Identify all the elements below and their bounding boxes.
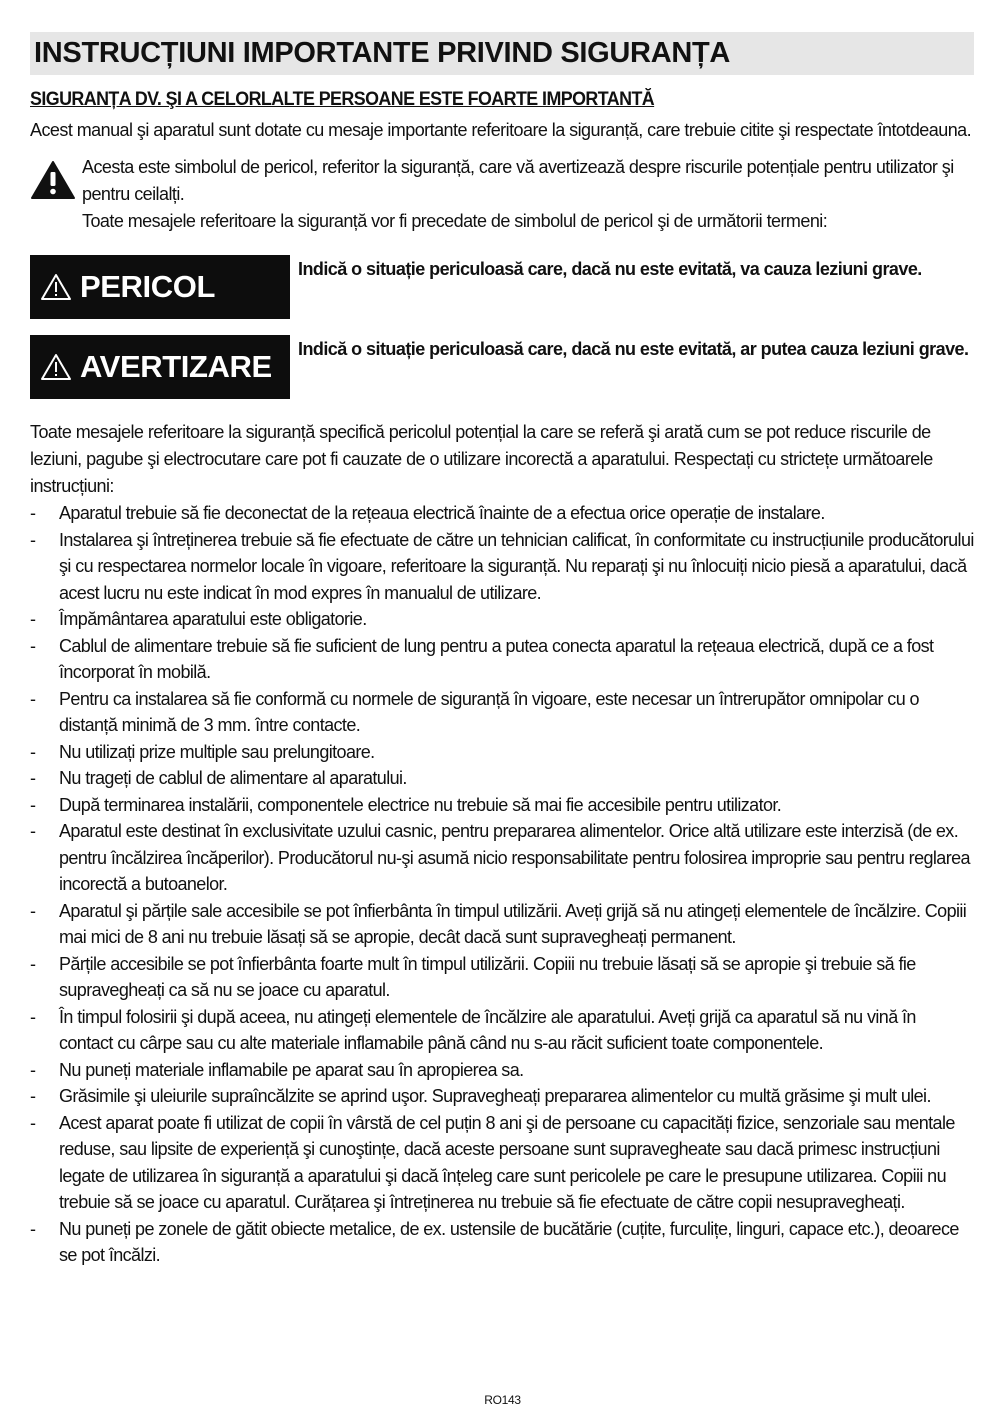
danger-symbol-block — [30, 154, 974, 235]
bullet-dash: - — [30, 1006, 36, 1027]
list-item-text: Părțile accesibile se pot înfierbânta foarte mult în timpul utilizării. Copiii nu trebuie lăsați să se apropie şi trebuie să fie supravegheați ca să nu se joace cu aparatul. — [59, 953, 916, 1000]
intro-paragraph: Acest manual şi aparatul sunt dotate cu mesaje importante referitoare la siguranță, care trebuie citite şi respectate întotdeauna. — [30, 120, 972, 140]
bullet-dash: - — [30, 953, 36, 974]
list-item-text: Nu utilizați prize multiple sau prelungitoare. — [59, 741, 375, 762]
list-item-text: Împământarea aparatului este obligatorie. — [59, 609, 367, 629]
title-bar — [30, 32, 974, 75]
list-item-text: Aparatul trebuie să fie deconectat de la rețeaua electrică înainte de a efectua orice operație de instalare. — [59, 503, 825, 523]
list-item — [30, 633, 974, 686]
signal-row-danger — [30, 255, 974, 319]
list-item-text: În timpul folosirii şi după aceea, nu atingeți elementele de încălzire ale aparatului. Aveți grijă ca aparatul să nu vină în contact cu cârpe sau cu alte materiale inflamabile până când nu s-au răcit suficient toate componentele. — [59, 1006, 916, 1053]
list-item — [30, 1004, 974, 1057]
list-item — [30, 1216, 974, 1269]
bullet-dash: - — [30, 635, 36, 656]
list-item-text: Nu puneți materiale inflamabile pe aparat sau în apropierea sa. — [59, 1059, 524, 1080]
bullet-dash: - — [30, 1112, 36, 1133]
list-item-text: Nu trageți de cablul de alimentare al aparatului. — [59, 768, 407, 788]
alert-triangle-icon — [40, 353, 72, 381]
bullet-dash: - — [30, 529, 36, 550]
warning-triangle-icon — [30, 154, 82, 235]
bullet-dash: - — [30, 688, 36, 709]
list-item-text: Instalarea şi întreținerea trebuie să fie efectuate de către un tehnician calificat, în conformitate cu instrucțiunile producătorului şi cu respectarea normelor locale în vigoare, referitoare la siguranță. Nu reparați şi nu înlocuiți nicio piesă a aparatului, dacă acest lucru nu este indicat în mod expres în manualul de utilizare. — [59, 529, 974, 603]
alert-triangle-icon — [40, 273, 72, 301]
page-code: RO143 — [484, 1393, 521, 1407]
bullet-dash: - — [30, 741, 36, 762]
bullet-dash: - — [30, 794, 36, 815]
list-item — [30, 898, 974, 951]
bullet-dash: - — [30, 1218, 36, 1239]
bullet-dash: - — [30, 1086, 36, 1106]
bullet-dash: - — [30, 768, 36, 788]
safety-instructions-list — [30, 500, 974, 1269]
bullet-dash: - — [30, 609, 36, 629]
list-item-text: Aparatul şi părțile sale accesibile se pot înfierbânta în timpul utilizării. Aveți grijă să nu atingeți elementele de încălzire. Copiii mai mici de 8 ani nu trebuie lăsați să se apropie, decât dacă sunt supravegheați permanent. — [59, 900, 967, 947]
bullet-dash: - — [30, 821, 36, 841]
list-item — [30, 765, 974, 792]
bullet-dash: - — [30, 900, 36, 921]
symbol-description: Acesta este simbolul de pericol, referitor la siguranță, care vă avertizează despre riscurile potențiale pentru utilizator şi pentru ceilalți. — [82, 157, 954, 204]
list-item — [30, 500, 974, 527]
instructions-intro: Toate mesajele referitoare la siguranță specifică pericolul potențial la care se referă şi arată cum se pot reduce riscurile de leziuni, pagube şi electrocutare care pot fi cauzate de o utilizare incorectă a aparatului. Respectați cu strictețe următoarele instrucțiuni: — [30, 422, 933, 496]
danger-label: PERICOL — [80, 269, 215, 304]
danger-description: Indică o situație periculoasă care, dacă nu este evitată, va cauza leziuni grave. — [298, 259, 922, 279]
list-item-text: Nu puneți pe zonele de gătit obiecte metalice, de ex. ustensile de bucătărie (cuțite, furculițe, linguri, capace etc.), deoarece se pot încălzi. — [59, 1218, 959, 1265]
list-item-text: Aparatul este destinat în exclusivitate uzului casnic, pentru prepararea alimentelor. Orice altă utilizare este interzisă (de ex. pentru încălzirea încăperilor). Producătorul nu-şi asumă nicio responsabilitate pentru folosirea improprie sau pentru reglarea incorectă a butoanelor. — [59, 821, 970, 894]
list-item-text: Cablul de alimentare trebuie să fie suficient de lung pentru a putea conecta aparatul la rețeaua electrică, după ce a fost încorporat în mobilă. — [59, 635, 934, 682]
list-item — [30, 792, 974, 819]
list-item-text: Grăsimile şi uleiurile supraîncălzite se aprind uşor. Supravegheați prepararea alimentelor cu multă grăsime şi mult ulei. — [59, 1086, 931, 1106]
page-title: INSTRUCȚIUNI IMPORTANTE PRIVIND SIGURANȚA — [34, 37, 731, 69]
document-page — [30, 32, 974, 1269]
danger-label-box — [30, 255, 290, 319]
list-item — [30, 606, 974, 633]
list-item-text: Pentru ca instalarea să fie conformă cu normele de siguranță în vigoare, este necesar un întrerupător omnipolar cu o distanță minimă de 3 mm. între contacte. — [59, 688, 919, 735]
list-item — [30, 739, 974, 766]
warning-label: AVERTIZARE — [80, 349, 272, 384]
list-item — [30, 818, 974, 898]
symbol-terms-intro: Toate mesajele referitoare la siguranță vor fi precedate de simbolul de pericol şi de următorii termeni: — [82, 211, 828, 231]
list-item — [30, 1110, 974, 1216]
warning-description: Indică o situație periculoasă care, dacă nu este evitată, ar putea cauza leziuni grave. — [298, 339, 969, 359]
bullet-dash: - — [30, 1059, 36, 1080]
list-item — [30, 1057, 974, 1084]
list-item — [30, 951, 974, 1004]
section-subtitle: SIGURANȚA DV. ŞI A CELORLALTE PERSOANE ESTE FOARTE IMPORTANTĂ — [30, 89, 655, 110]
signal-row-warning — [30, 335, 974, 399]
warning-label-box — [30, 335, 290, 399]
list-item-text: Acest aparat poate fi utilizat de copii în vârstă de cel puțin 8 ani şi de persoane cu capacități fizice, senzoriale sau mentale reduse, sau lipsite de experiență şi cunoştințe, dacă aceste persoane sunt supravegheate sau dacă primesc instrucțiuni legate de utilizarea în siguranță a aparatului şi dacă înțeleg care sunt pericolele pe care le presupune utilizarea. Copiii nu trebuie să se joace cu aparatul. Curățarea şi întreținerea nu trebuie să fie efectuate de către copii nesupravegheați. — [59, 1112, 955, 1212]
list-item — [30, 1083, 974, 1110]
list-item — [30, 686, 974, 739]
list-item — [30, 527, 974, 607]
list-item-text: După terminarea instalării, componentele electrice nu trebuie să mai fie accesibile pentru utilizator. — [59, 794, 782, 815]
bullet-dash: - — [30, 503, 36, 523]
